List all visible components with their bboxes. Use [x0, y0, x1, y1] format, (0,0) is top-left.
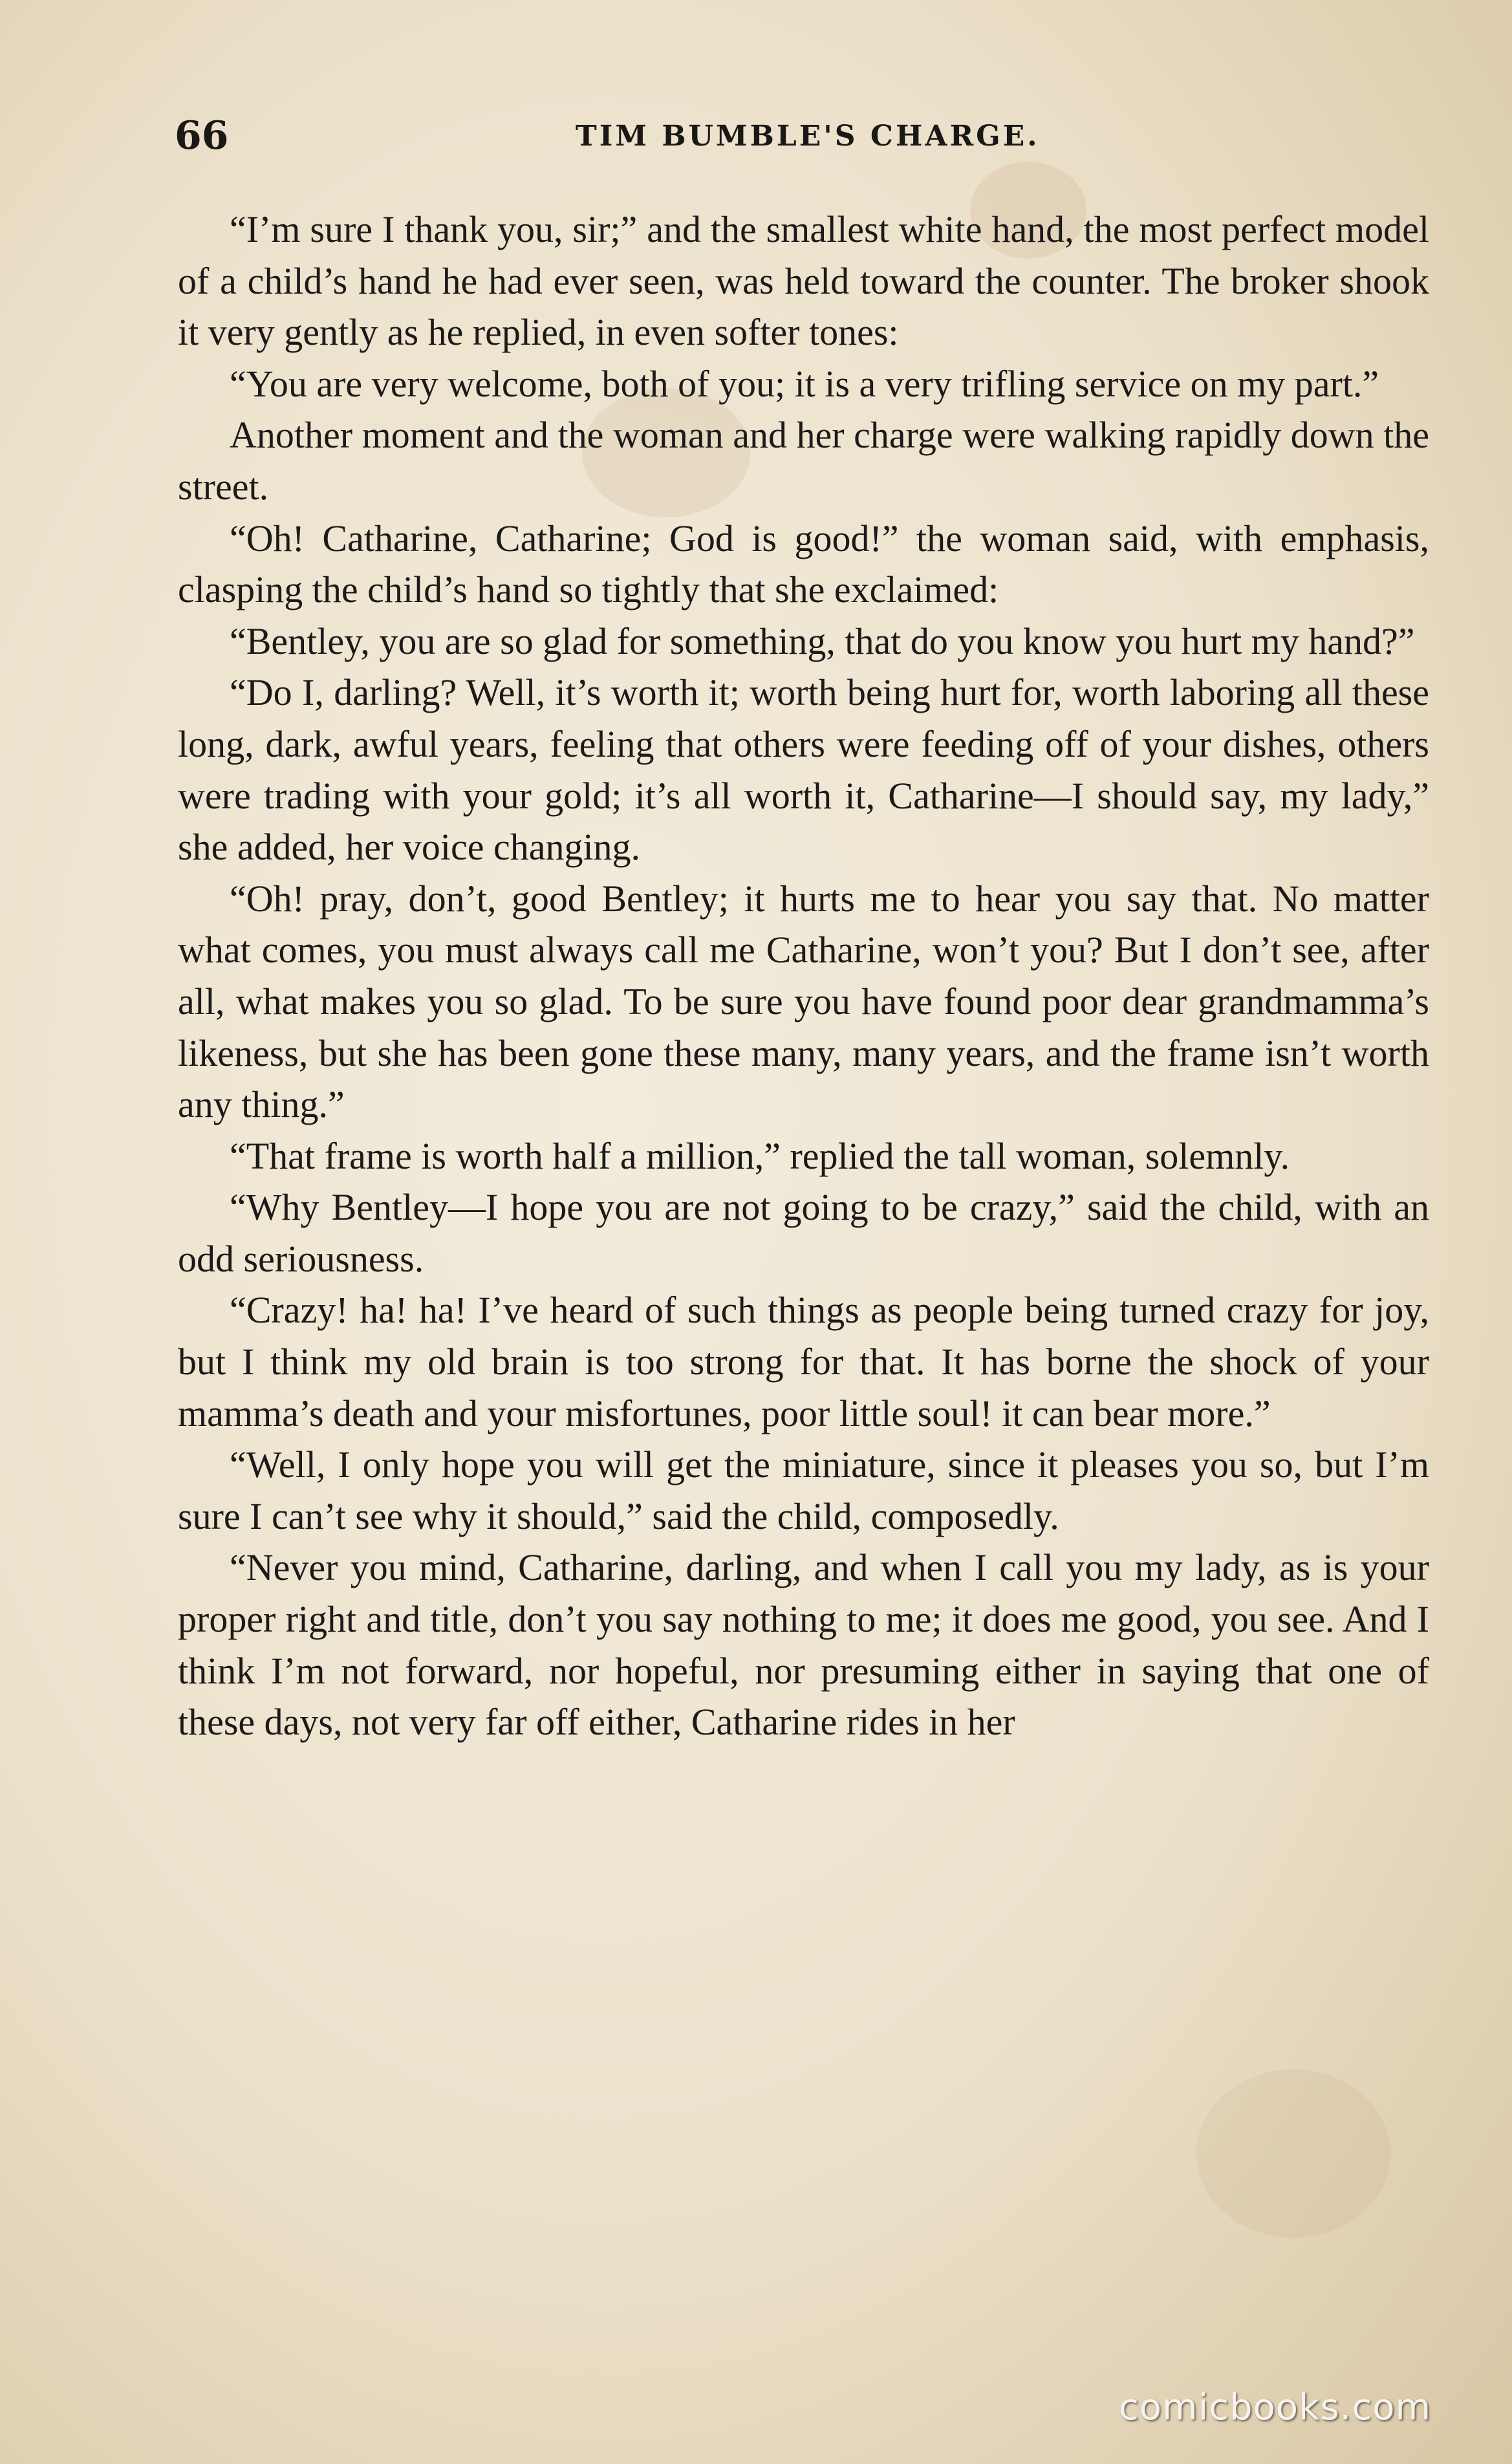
paragraph: “You are very welcome, both of you; it is a very trifling service on my part.” — [230, 362, 1379, 405]
paragraph: “That frame is worth half a million,” replied the tall woman, solemnly. — [230, 1134, 1290, 1177]
paragraph: “Do I, darling? Well, it’s worth it; worth being hurt for, worth laboring all these long, dark, awful years, feeling that others were feeding off of your dishes, others were trading with your gold; it’s all worth it, Catharine—I should say, my lady,” she added, her voice changing. — [178, 671, 1429, 869]
paragraph: “Never you mind, Catharine, darling, and when I call you my lady, as is your proper right and title, don’t you say nothing to me; it does me good, you see. And I think I’m not forward, nor hopeful, nor presuming either in saying that one of these days, not very far off either, Catharine rides in her — [178, 1546, 1429, 1744]
paragraph: “Bentley, you are so glad for something, that do you know you hurt my hand?” — [230, 620, 1415, 662]
running-head: TIM BUMBLE'S CHARGE. — [576, 120, 1040, 153]
paragraph: “Crazy! ha! ha! I’ve heard of such things as people being turned crazy for joy, but I think my old brain is too strong for that. It has borne the shock of your mamma’s death and your misfortunes, poor little soul! it can bear more.” — [178, 1289, 1429, 1434]
paragraph: “Oh! Catharine, Catharine; God is good!” the woman said, with emphasis, clasping the child’s hand so tightly that she exclaimed: — [178, 517, 1429, 611]
paragraph: “Oh! pray, don’t, good Bentley; it hurts me to hear you say that. No matter what comes, you must always call me Catharine, won’t you? But I don’t see, after all, what makes you so glad. To be sure you have found poor dear grandmamma’s likeness, but she has been gone these many, many years, and the frame isn’t worth any thing.” — [178, 877, 1429, 1126]
paper-stain — [1196, 2070, 1390, 2238]
watermark: comicbooks.com — [1119, 2386, 1432, 2428]
page-header — [175, 113, 1442, 165]
body-text — [178, 204, 1429, 1748]
paragraph: “Well, I only hope you will get the miniature, since it pleases you so, but I’m sure I can’t see why it should,” said the child, composedly. — [178, 1443, 1429, 1537]
paragraph: Another moment and the woman and her charge were walking rapidly down the street. — [178, 414, 1429, 508]
paragraph: “I’m sure I thank you, sir;” and the smallest white hand, the most perfect model of a child’s hand he had ever seen, was held toward the counter. The broker shook it very gently as he replied, in even softer tones: — [178, 208, 1429, 354]
page-number: 66 — [175, 113, 229, 158]
paragraph: “Why Bentley—I hope you are not going to be crazy,” said the child, with an odd seriousness. — [178, 1186, 1429, 1280]
